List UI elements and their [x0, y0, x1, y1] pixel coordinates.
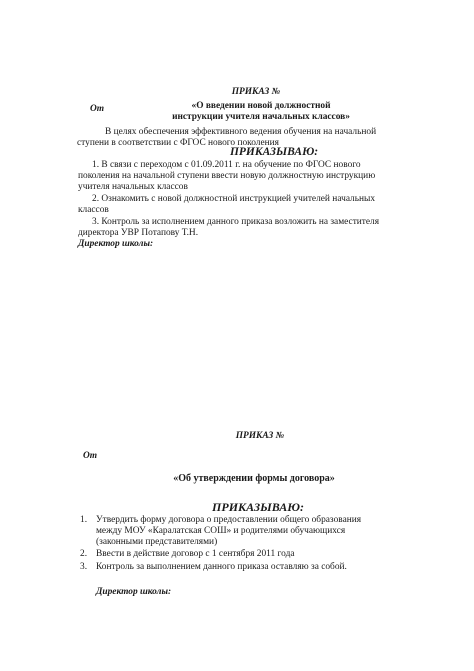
order-1-item-1-line-2: поколения на начальной ступени ввести новую должностную инструкцию — [78, 171, 376, 181]
order-1-order-word: ПРИКАЗЫВАЮ: — [229, 146, 319, 158]
order-2-item-1-line-3: (законными представителями) — [96, 537, 218, 547]
order-1-title-line-1: «О введении новой должностной — [191, 101, 331, 111]
order-1-item-3-line-2: директора УВР Потапову Т.Н. — [78, 228, 199, 238]
order-1-title-line-2: инструкции учителя начальных классов» — [172, 112, 350, 122]
order-1-date-label: От — [90, 104, 105, 114]
order-2-order-word: ПРИКАЗЫВАЮ: — [212, 500, 304, 514]
order-2-date-label: От — [83, 451, 98, 461]
order-2-heading: ПРИКАЗ № — [235, 431, 285, 441]
order-2-item-3-line-1: Контроль за выполнением данного приказа оставляю за собой. — [96, 562, 347, 572]
order-1-heading: ПРИКАЗ № — [231, 87, 281, 97]
order-1-item-2-line-2: классов — [78, 205, 109, 215]
order-1-item-2-line-1: 2. Ознакомить с новой должностной инструкцией учителей начальных — [92, 194, 376, 204]
order-1-intro-line-1: В целях обеспечения эффективного ведения обучения на начальной — [105, 127, 377, 137]
order-1-intro-line-2: ступени в соответствии с ФГОС нового поколения — [77, 138, 279, 148]
order-2-title: «Об утверждении формы договора» — [173, 473, 335, 484]
order-1-item-1-line-1: 1. В связи с переходом с 01.09.2011 г. на обучение по ФГОС нового — [92, 160, 361, 170]
order-1-signature: Директор школы: — [78, 239, 154, 249]
order-2-signature: Директор школы: — [96, 587, 172, 597]
order-2-item-1-number: 1. — [80, 515, 88, 525]
order-2-item-2-number: 2. — [80, 549, 88, 559]
order-2-item-1-line-2: между МОУ «Каралатская СОШ» и родителями обучающихся — [96, 526, 346, 536]
order-2-item-2-line-1: Ввести в действие договор с 1 сентября 2011 года — [96, 549, 295, 559]
order-2-item-3-number: 3. — [80, 562, 88, 572]
order-1-item-1-line-3: учителя начальных классов — [78, 182, 188, 192]
order-1-item-3-line-1: 3. Контроль за исполнением данного приказа возложить на заместителя — [92, 217, 380, 227]
order-2-item-1-line-1: Утвердить форму договора о предоставлении общего образования — [96, 515, 362, 525]
